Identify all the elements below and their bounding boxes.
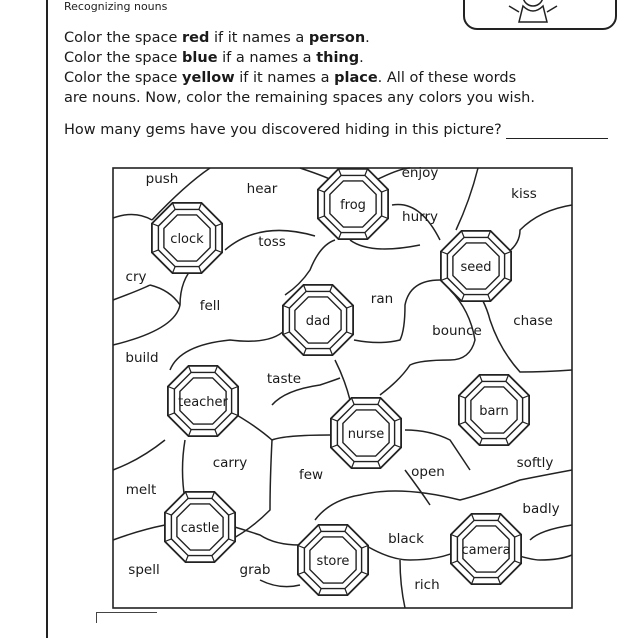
gem-frog[interactable] bbox=[318, 169, 388, 239]
gem-barn[interactable] bbox=[459, 375, 529, 445]
region-word-hear[interactable]: hear bbox=[246, 181, 278, 197]
region-word-melt[interactable]: melt bbox=[125, 482, 157, 498]
footer-mark bbox=[96, 612, 157, 623]
gem-label: dad bbox=[305, 314, 331, 329]
instruction-line-1: Color the space red if it names a person. bbox=[64, 30, 370, 46]
region-word-kiss[interactable]: kiss bbox=[511, 186, 537, 202]
gem-label: camera bbox=[461, 543, 511, 558]
region-word-badly[interactable]: badly bbox=[522, 501, 560, 517]
region-word-cry[interactable]: cry bbox=[125, 269, 147, 285]
region-word-fell[interactable]: fell bbox=[199, 298, 221, 314]
gem-label: frog bbox=[340, 198, 366, 213]
region-word-black[interactable]: black bbox=[388, 531, 424, 547]
gem-label: nurse bbox=[347, 427, 385, 442]
gem-store[interactable] bbox=[298, 525, 368, 595]
region-word-enjoy[interactable]: enjoy bbox=[401, 165, 439, 181]
region-word-few[interactable]: few bbox=[298, 467, 324, 483]
region-word-taste[interactable]: taste bbox=[266, 371, 302, 387]
gem-question: How many gems have you discovered hiding in this picture? bbox=[64, 122, 502, 138]
region-word-softly[interactable]: softly bbox=[516, 455, 554, 471]
gem-label: castle bbox=[180, 521, 220, 536]
gems-layer bbox=[152, 169, 529, 595]
region-word-ran[interactable]: ran bbox=[370, 291, 394, 307]
region-word-build[interactable]: build bbox=[125, 350, 159, 366]
gem-label: store bbox=[316, 554, 350, 569]
region-word-grab[interactable]: grab bbox=[239, 562, 271, 578]
gem-teacher[interactable] bbox=[168, 366, 238, 436]
page-subtitle: Recognizing nouns bbox=[64, 0, 168, 13]
gem-label: teacher bbox=[178, 395, 228, 410]
region-word-toss[interactable]: toss bbox=[258, 234, 286, 250]
instruction-line-4: are nouns. Now, color the remaining spaces any colors you wish. bbox=[64, 90, 535, 106]
region-word-chase[interactable]: chase bbox=[513, 313, 553, 329]
region-word-bounce[interactable]: bounce bbox=[432, 323, 482, 339]
gem-label: seed bbox=[460, 260, 492, 275]
instruction-line-3: Color the space yellow if it names a place. All of these words bbox=[64, 70, 517, 86]
region-word-push[interactable]: push bbox=[145, 171, 179, 187]
gem-label: barn bbox=[479, 404, 509, 419]
region-word-hurry[interactable]: hurry bbox=[402, 209, 438, 225]
gem-clock[interactable] bbox=[152, 203, 222, 273]
gem-dad[interactable] bbox=[283, 285, 353, 355]
region-word-rich[interactable]: rich bbox=[414, 577, 440, 593]
region-word-carry[interactable]: carry bbox=[212, 455, 248, 471]
gem-castle[interactable] bbox=[165, 492, 235, 562]
region-word-open[interactable]: open bbox=[411, 464, 445, 480]
instruction-line-2: Color the space blue if a names a thing. bbox=[64, 50, 364, 66]
gem-camera[interactable] bbox=[451, 514, 521, 584]
gem-label: clock bbox=[170, 232, 204, 247]
gem-nurse[interactable] bbox=[331, 398, 401, 468]
region-word-spell[interactable]: spell bbox=[128, 562, 160, 578]
gem-seed[interactable] bbox=[441, 231, 511, 301]
